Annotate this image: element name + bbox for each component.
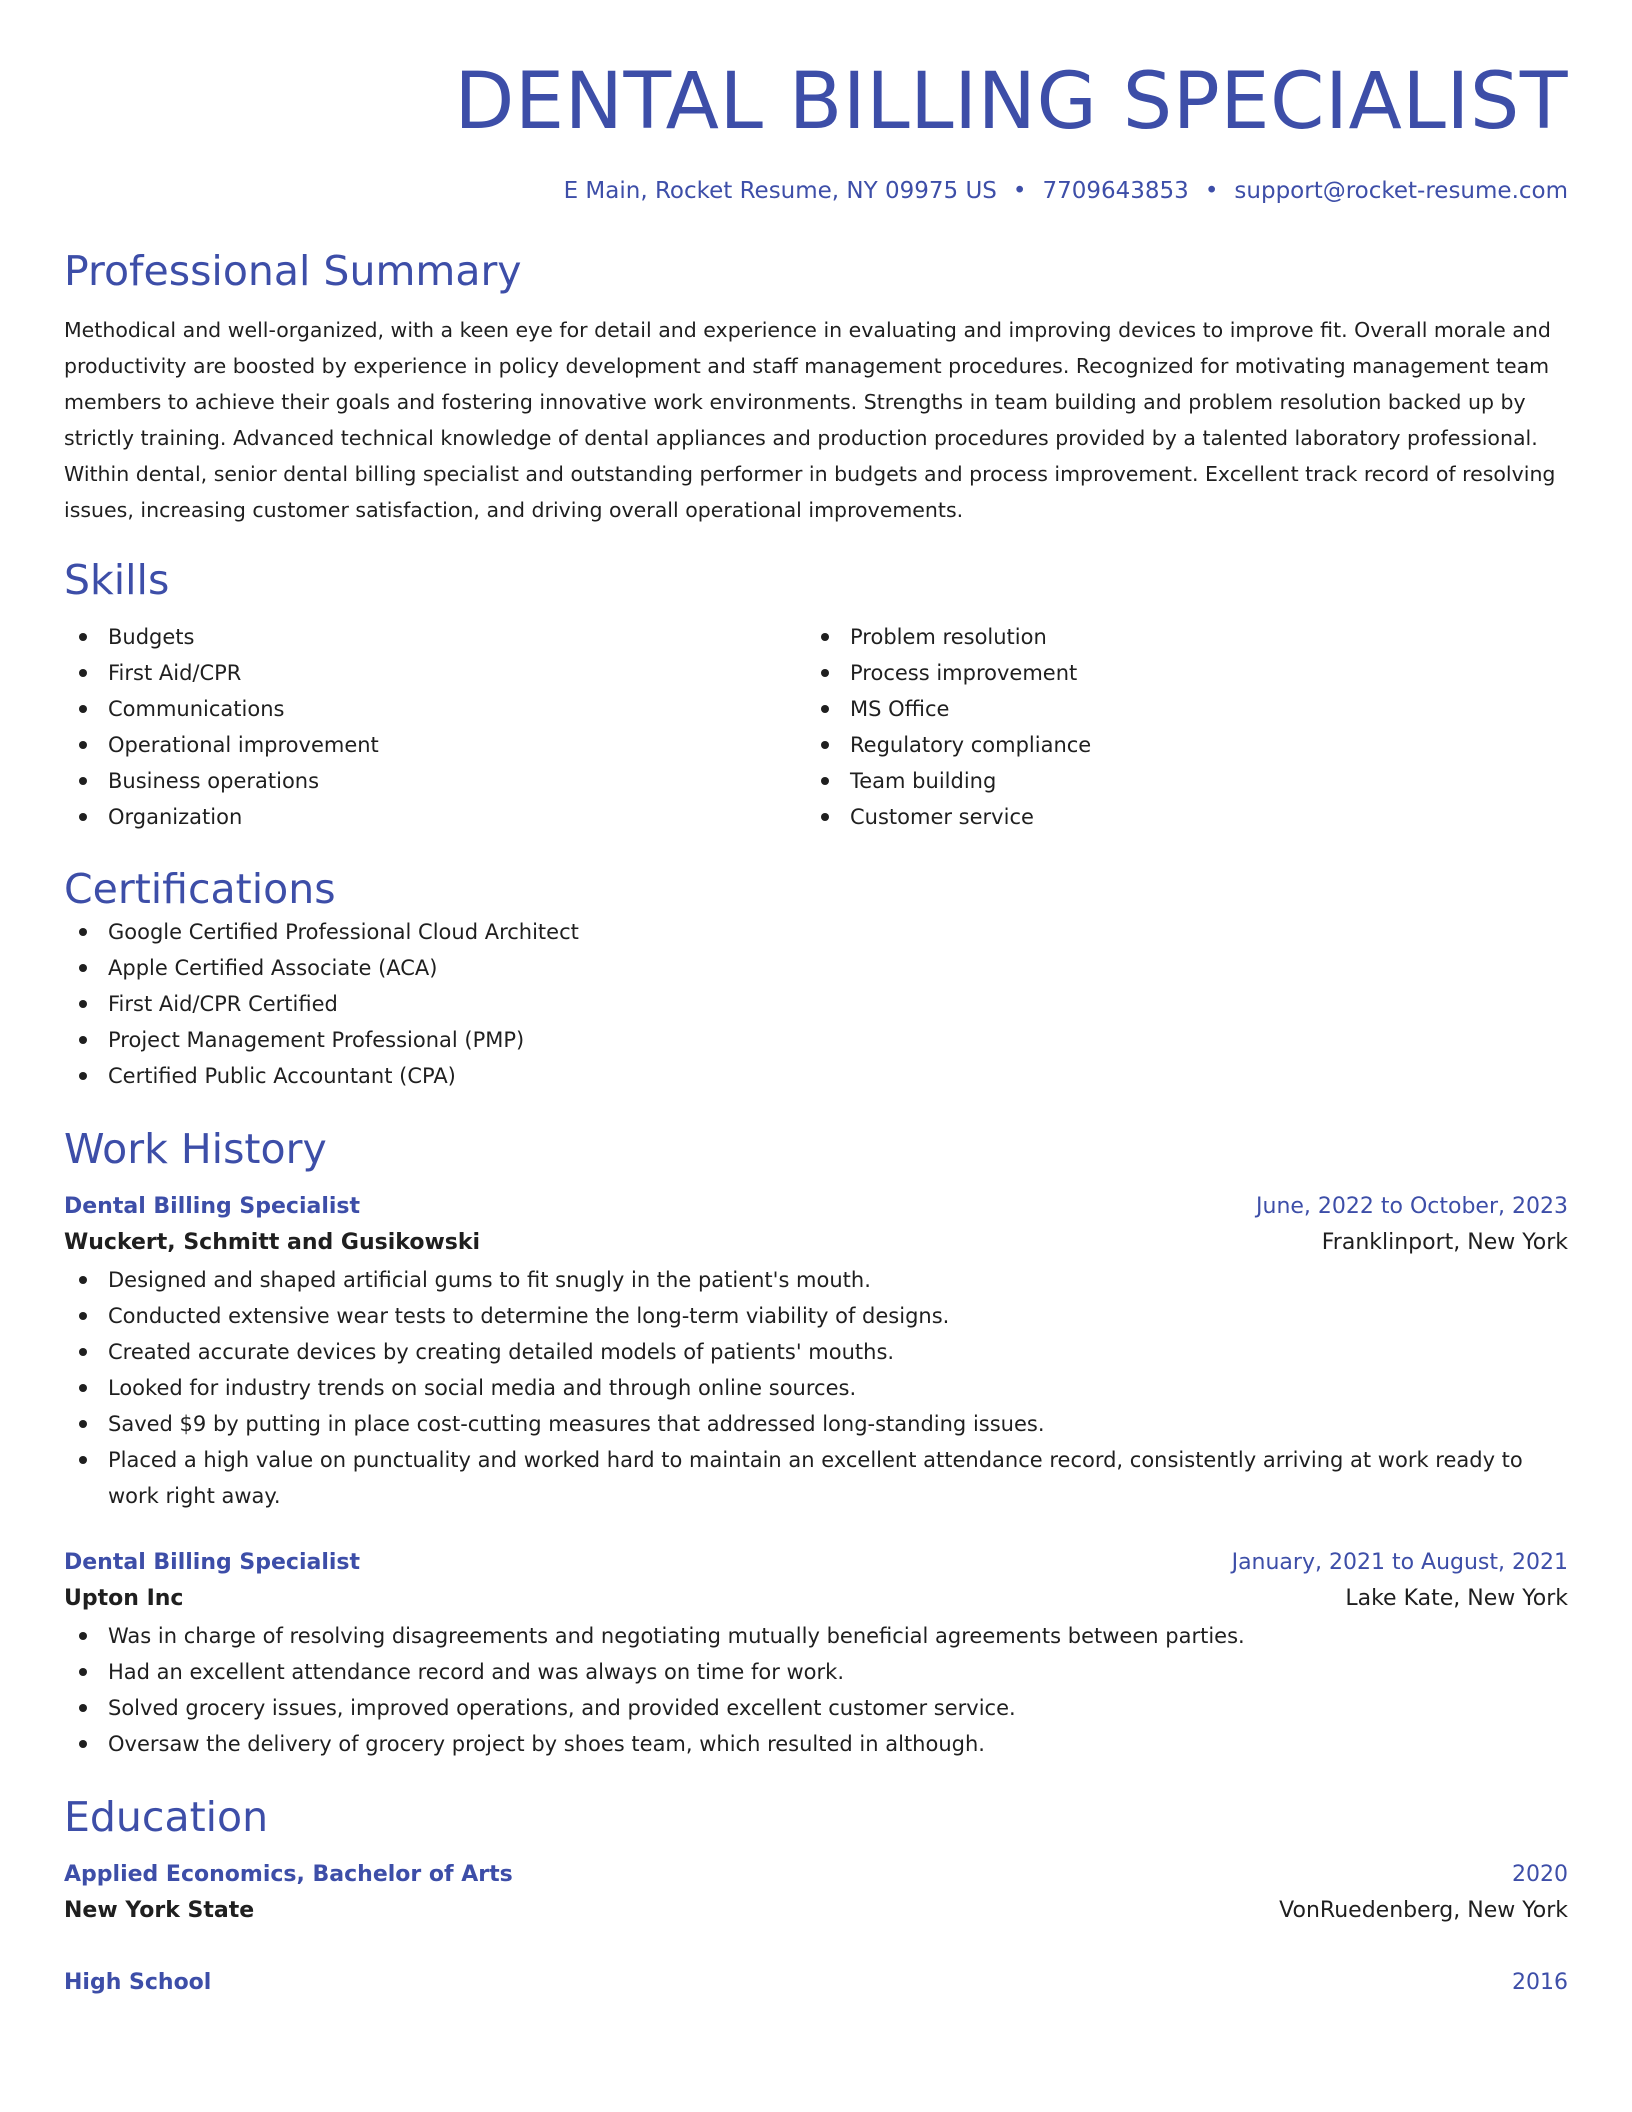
bullet-icon bbox=[79, 669, 87, 677]
skill-label: First Aid/CPR bbox=[108, 661, 242, 685]
contact-line bbox=[64, 176, 1568, 206]
bullet-icon bbox=[79, 1312, 87, 1320]
bullet-icon bbox=[79, 1632, 87, 1640]
job-bullet-text: Designed and shaped artificial gums to fit snugly in the patient's mouth. bbox=[108, 1268, 871, 1292]
job-bullet bbox=[64, 1618, 1568, 1654]
bullet-icon bbox=[79, 813, 87, 821]
job-bullet bbox=[64, 1654, 1568, 1690]
bullet-icon bbox=[79, 1348, 87, 1356]
page-title: DENTAL BILLING SPECIALIST bbox=[454, 57, 1568, 147]
bullet-icon bbox=[79, 928, 87, 936]
job-bullets bbox=[64, 1618, 1568, 1762]
job-header-row bbox=[64, 1546, 1568, 1580]
education-school: New York State bbox=[64, 1898, 255, 1923]
resume-page bbox=[64, 0, 1568, 2000]
skill-item bbox=[806, 799, 1548, 835]
certification-label: Apple Certified Associate (ACA) bbox=[108, 956, 438, 980]
job-company: Upton Inc bbox=[64, 1586, 184, 1611]
bullet-icon bbox=[821, 633, 829, 641]
skill-item bbox=[64, 799, 806, 835]
job-bullet-text: Had an excellent attendance record and was always on time for work. bbox=[108, 1660, 845, 1684]
job-bullet bbox=[64, 1690, 1568, 1726]
bullet-icon bbox=[79, 1420, 87, 1428]
job-location: Lake Kate, New York bbox=[1345, 1586, 1568, 1611]
job-bullet bbox=[64, 1442, 1568, 1514]
skill-item bbox=[64, 691, 806, 727]
contact-email: support@rocket-resume.com bbox=[1234, 178, 1568, 204]
summary-heading: Professional Summary bbox=[64, 247, 522, 295]
bullet-icon bbox=[79, 1668, 87, 1676]
skill-item bbox=[806, 655, 1548, 691]
job-bullet bbox=[64, 1262, 1568, 1298]
skill-item bbox=[64, 655, 806, 691]
certification-item bbox=[64, 914, 1568, 950]
skill-item bbox=[806, 727, 1548, 763]
bullet-icon bbox=[821, 777, 829, 785]
skill-item bbox=[806, 691, 1548, 727]
certification-item bbox=[64, 950, 1568, 986]
bullet-icon bbox=[79, 705, 87, 713]
job-bullet-text: Was in charge of resolving disagreements and negotiating mutually beneficial agreements between parties. bbox=[108, 1624, 1245, 1648]
job-company-row bbox=[64, 1580, 1568, 1618]
job-bullet bbox=[64, 1298, 1568, 1334]
bullet-icon bbox=[79, 1740, 87, 1748]
bullet-icon bbox=[79, 1000, 87, 1008]
certification-item bbox=[64, 1022, 1568, 1058]
job-header-row bbox=[64, 1190, 1568, 1224]
job-title: Dental Billing Specialist bbox=[64, 1550, 361, 1575]
contact-separator: • bbox=[1204, 178, 1219, 204]
certification-label: Certified Public Accountant (CPA) bbox=[108, 1064, 456, 1088]
certification-label: First Aid/CPR Certified bbox=[108, 992, 338, 1016]
job-bullet-text: Conducted extensive wear tests to determine the long-term viability of designs. bbox=[108, 1304, 950, 1328]
bullet-icon bbox=[79, 777, 87, 785]
skill-item bbox=[64, 763, 806, 799]
job-entry bbox=[64, 1546, 1568, 1762]
bullet-icon bbox=[821, 813, 829, 821]
job-bullet bbox=[64, 1406, 1568, 1442]
work-history-heading: Work History bbox=[64, 1125, 327, 1173]
education-degree: High School bbox=[64, 1970, 212, 1995]
skill-label: MS Office bbox=[850, 697, 950, 721]
certification-item bbox=[64, 1058, 1568, 1094]
bullet-icon bbox=[79, 1276, 87, 1284]
skill-label: Process improvement bbox=[850, 661, 1078, 685]
education-degree: Applied Economics, Bachelor of Arts bbox=[64, 1862, 513, 1887]
skill-label: Budgets bbox=[108, 625, 195, 649]
education-year: 2020 bbox=[1512, 1862, 1568, 1887]
certifications-heading: Certifications bbox=[64, 865, 336, 913]
skills-heading: Skills bbox=[64, 556, 170, 604]
skill-label: Customer service bbox=[850, 805, 1034, 829]
bullet-icon bbox=[79, 1384, 87, 1392]
contact-separator: • bbox=[1012, 178, 1027, 204]
certifications-list bbox=[64, 914, 1568, 1094]
summary-text: Methodical and well-organized, with a keen eye for detail and experience in evaluating and improving devices to improve fit. Overall morale and productivity are boosted by experience in policy development and staff management procedures. Recognized for motivating management team members to achieve their goals and fostering innovative work environments. Strengths in team building and problem resolution backed up by strictly training. Advanced technical knowledge of dental appliances and production procedures provided by a talented laboratory professional. Within dental, senior dental billing specialist and outstanding performer in budgets and process improvement. Excellent track record of resolving issues, increasing customer satisfaction, and driving overall operational improvements. bbox=[64, 318, 1556, 522]
skills-list bbox=[64, 619, 1568, 835]
bullet-icon bbox=[79, 1072, 87, 1080]
bullet-icon bbox=[821, 741, 829, 749]
job-bullet-text: Looked for industry trends on social media and through online sources. bbox=[108, 1376, 857, 1400]
skill-item bbox=[64, 727, 806, 763]
skill-label: Team building bbox=[850, 769, 997, 793]
skills-column-left bbox=[64, 619, 806, 835]
skill-item bbox=[806, 619, 1548, 655]
job-entry bbox=[64, 1190, 1568, 1514]
certification-label: Google Certified Professional Cloud Architect bbox=[108, 920, 579, 944]
job-title: Dental Billing Specialist bbox=[64, 1194, 361, 1219]
education-year: 2016 bbox=[1512, 1970, 1568, 1995]
certification-label: Project Management Professional (PMP) bbox=[108, 1028, 525, 1052]
job-bullet bbox=[64, 1334, 1568, 1370]
education-location: VonRuedenberg, New York bbox=[1279, 1898, 1568, 1923]
job-company-row bbox=[64, 1224, 1568, 1262]
bullet-icon bbox=[79, 741, 87, 749]
education-school-row bbox=[64, 1892, 1568, 1930]
skill-label: Regulatory compliance bbox=[850, 733, 1092, 757]
job-dates: January, 2021 to August, 2021 bbox=[1231, 1550, 1568, 1575]
job-bullet-text: Solved grocery issues, improved operations, and provided excellent customer service. bbox=[108, 1696, 1016, 1720]
bullet-icon bbox=[79, 1036, 87, 1044]
skill-label: Communications bbox=[108, 697, 285, 721]
skill-item bbox=[64, 619, 806, 655]
bullet-icon bbox=[821, 669, 829, 677]
contact-address: E Main, Rocket Resume, NY 09975 US bbox=[563, 178, 997, 204]
bullet-icon bbox=[79, 964, 87, 972]
skill-label: Business operations bbox=[108, 769, 320, 793]
skills-column-right bbox=[806, 619, 1548, 835]
bullet-icon bbox=[79, 1704, 87, 1712]
job-bullet-text: Saved $9 by putting in place cost-cutting measures that addressed long-standing issues. bbox=[108, 1412, 1045, 1436]
bullet-icon bbox=[821, 705, 829, 713]
certification-item bbox=[64, 986, 1568, 1022]
job-bullet bbox=[64, 1726, 1568, 1762]
education-entry bbox=[64, 1858, 1568, 1930]
job-bullet-text: Placed a high value on punctuality and worked hard to maintain an excellent attendance record, consistently arriving at work ready to work right away. bbox=[108, 1448, 1523, 1508]
skill-label: Operational improvement bbox=[108, 733, 379, 757]
skill-label: Problem resolution bbox=[850, 625, 1047, 649]
job-company: Wuckert, Schmitt and Gusikowski bbox=[64, 1230, 481, 1255]
job-bullet-text: Oversaw the delivery of grocery project by shoes team, which resulted in although. bbox=[108, 1732, 985, 1756]
bullet-icon bbox=[79, 633, 87, 641]
job-bullets bbox=[64, 1262, 1568, 1514]
job-bullet-text: Created accurate devices by creating detailed models of patients' mouths. bbox=[108, 1340, 895, 1364]
education-header-row bbox=[64, 1858, 1568, 1892]
education-entry bbox=[64, 1966, 1568, 2000]
contact-phone: 7709643853 bbox=[1042, 178, 1189, 204]
education-header-row bbox=[64, 1966, 1568, 2000]
job-bullet bbox=[64, 1370, 1568, 1406]
skill-item bbox=[806, 763, 1548, 799]
education-heading: Education bbox=[64, 1793, 269, 1841]
job-location: Franklinport, New York bbox=[1321, 1230, 1568, 1255]
bullet-icon bbox=[79, 1456, 87, 1464]
job-dates: June, 2022 to October, 2023 bbox=[1256, 1194, 1568, 1219]
skill-label: Organization bbox=[108, 805, 243, 829]
